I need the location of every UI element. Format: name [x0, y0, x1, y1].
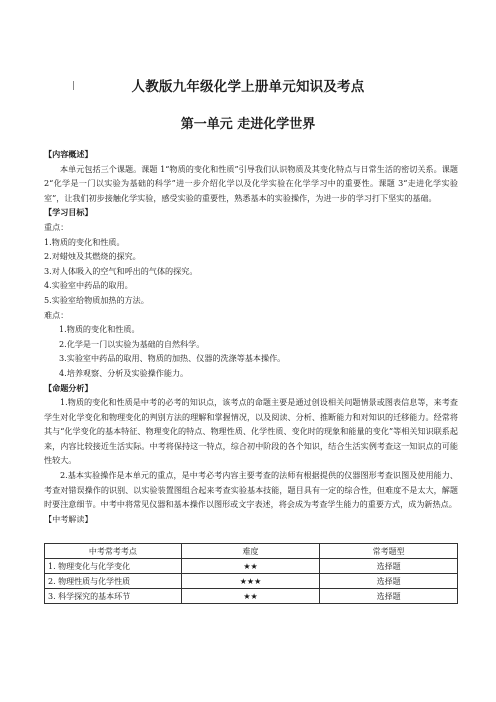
- list-item: 4.实验室中药品的取用。: [44, 280, 133, 291]
- list-item: 1.物质的变化和性质。: [59, 324, 140, 335]
- table-row: [45, 559, 458, 574]
- difficult-points-list: [44, 322, 458, 380]
- exam-table: [44, 543, 458, 604]
- table-cell: ★★: [181, 589, 320, 604]
- key-points-label: 重点：: [44, 221, 69, 232]
- section-heading-exam: 【中考解读】: [44, 513, 93, 524]
- table-cell: 2. 物理性质与化学性质: [45, 574, 182, 589]
- table-header-cell: 常考题型: [320, 544, 458, 559]
- list-item: 2.对蜡烛及其燃烧的探究。: [44, 251, 141, 262]
- table-cell: 选择题: [320, 589, 458, 604]
- list-item: 3.实验室中药品的取用、物质的加热、仪器的洗涤等基本操作。: [59, 353, 286, 364]
- section-heading-goals: 【学习目标】: [44, 207, 93, 218]
- analysis-paragraph-1: 1.物质的变化和性质是中考的必考的知识点，该考点的命题主要是通过创设相关问题情景或图表信息等，来考查学生对化学变化和物理变化的判别方法的理解和掌握情况，以及阅读、分析、推断能力和对知识的迁移能力。经常将其与“化学变化的基本特征、物理变化的特点、物理性质、化学性质、变化时的现象和能量的变化”等相关知识联系起来，内容比较接近生活实际。中考将保持这一特点，综合初中阶段的各个知识，结合生活实例考查这一知识点的可能性较大。: [44, 397, 458, 466]
- unit-title: 第一单元 走进化学世界: [180, 117, 316, 132]
- document-title: 人教版九年级化学上册单元知识及考点: [131, 79, 365, 95]
- table-row: [45, 589, 458, 604]
- difficult-points-label: 难点：: [44, 309, 69, 320]
- table-header-cell: 难度: [181, 544, 320, 559]
- table-cell: 选择题: [320, 574, 458, 589]
- table-header-row: [45, 544, 458, 559]
- section-heading-overview: 【内容概述】: [44, 149, 93, 159]
- section-heading-analysis: 【命题分析】: [44, 382, 93, 393]
- list-item: 1.物质的变化和性质。: [44, 236, 125, 247]
- key-points-list: [44, 235, 458, 308]
- list-item: 5.实验室给物质加热的方法。: [44, 294, 149, 305]
- analysis-paragraph-2: 2.基本实验操作是本单元的重点，是中考必考内容主要考查的法师有根据提供的仪器图形考查识图及使用能力、考查对错误操作的识别、以实验装置图组合起来考查实验基本技能，题目具有一定的综合性，但难度不是太大，解题时要注意细节。中考中将常见仪器和基本操作以图形或文字表述，将会成为考查学生能力的重要方式，成为新热点。: [44, 470, 458, 510]
- table-header-cell: 中考常考考点: [45, 544, 182, 559]
- table-cell: 1. 物理变化与化学变化: [45, 559, 182, 574]
- table-cell: ★★★: [181, 574, 320, 589]
- list-item: 2.化学是一门以实验为基础的自然科学。: [59, 338, 205, 349]
- table-cell: ★★: [181, 559, 320, 574]
- list-item: 3.对人体吸入的空气和呼出的气体的探究。: [44, 265, 198, 276]
- overview-paragraph: 本单元包括三个课题。课题 1“物质的变化和性质”引导我们认识物质及其变化特点与日常生活的密切关系。课题 2“化学是一门以实验为基础的科学”进一步介绍化学以及化学实验在化学学习中的重要性。课题 3“走进化学实验室”，让我们初步接触化学实验，感受实验的重要性，熟悉基本的实验操作，为进一步的学习打下坚实的基础。: [44, 163, 458, 203]
- table-cell: 3. 科学探究的基本环节: [45, 589, 182, 604]
- table-cell: 选择题: [320, 559, 458, 574]
- list-item: 4.培养观察、分析及实验操作能力。: [59, 367, 189, 378]
- document-body: [44, 147, 458, 526]
- table-row: [45, 574, 458, 589]
